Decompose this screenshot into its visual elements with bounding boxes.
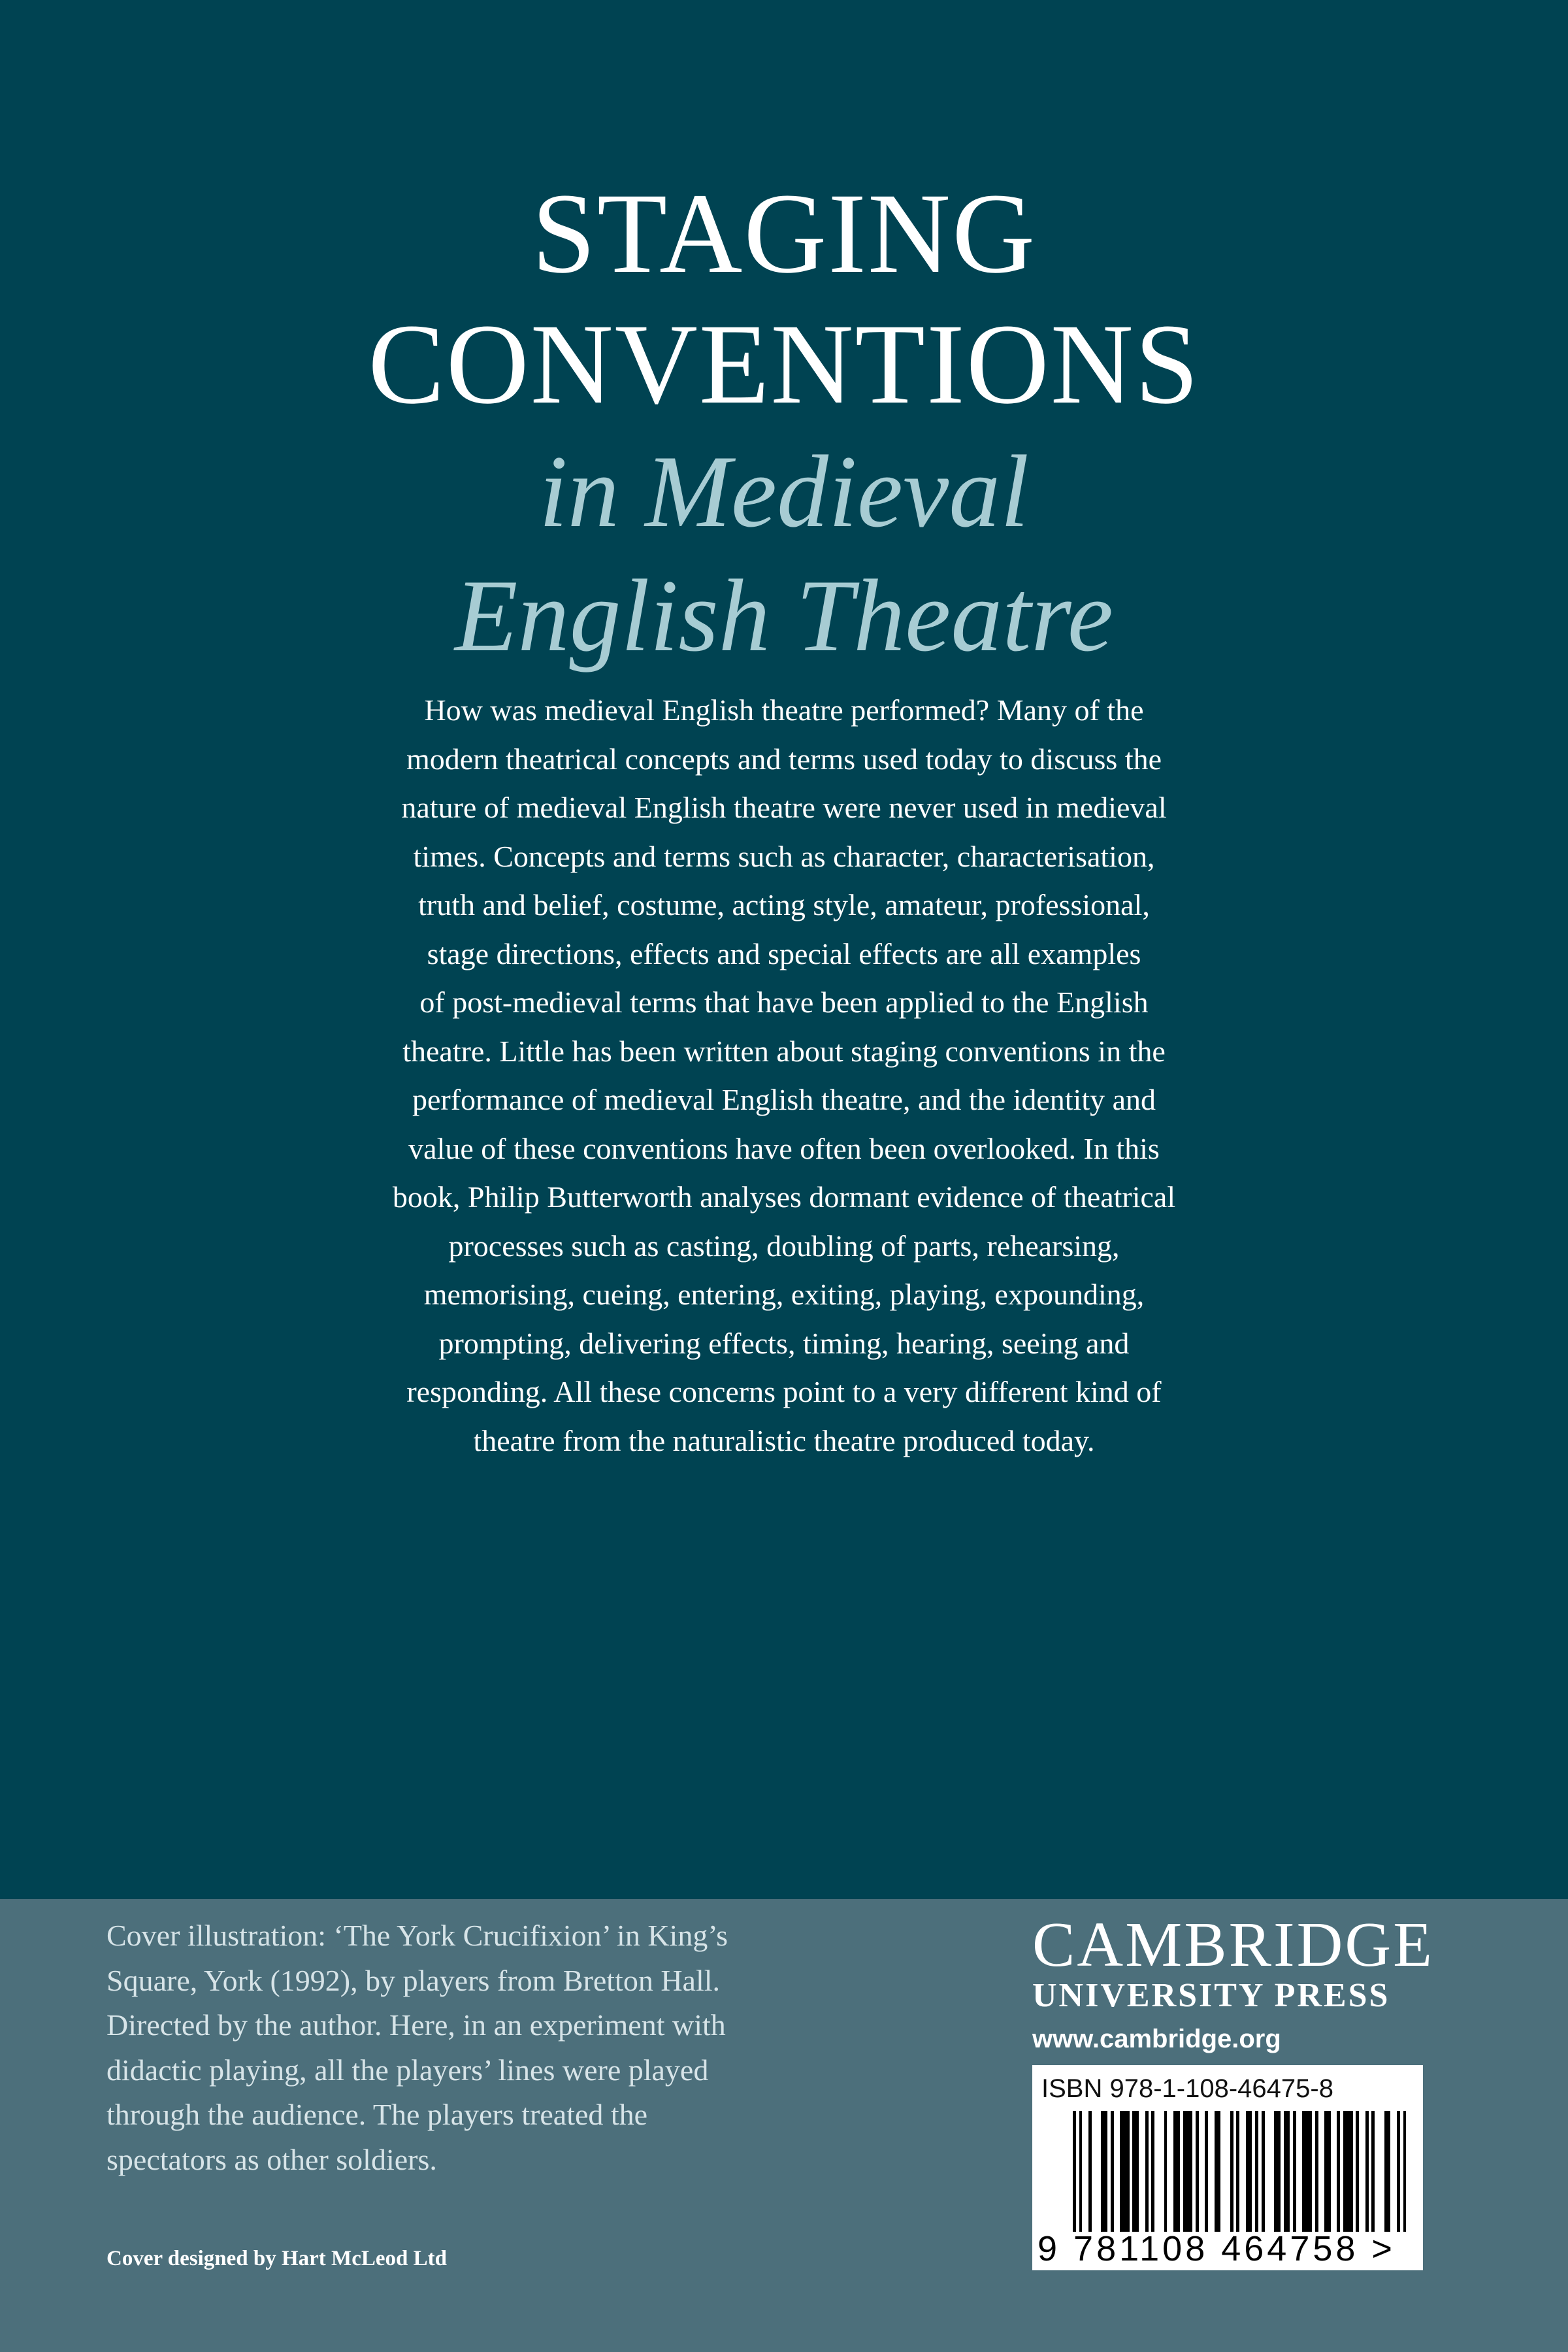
barcode-bar bbox=[1215, 2111, 1221, 2232]
barcode bbox=[1032, 2065, 1423, 2270]
caption-line: didactic playing, all the players’ lines were played bbox=[106, 2053, 709, 2087]
publisher-sub: UNIVERSITY PRESS bbox=[1032, 1977, 1390, 2014]
caption-line: Square, York (1992), by players from Bretton Hall. bbox=[106, 1963, 721, 1997]
barcode-bar bbox=[1132, 2111, 1139, 2232]
barcode-digits: 9 781108 464758 > bbox=[1037, 2229, 1396, 2268]
title-line-2: CONVENTIONS bbox=[368, 301, 1200, 428]
blurb-line: prompting, delivering effects, timing, hearing, seeing and bbox=[438, 1326, 1130, 1360]
barcode-bar bbox=[1365, 2111, 1369, 2232]
publisher-name: CAMBRIDGE bbox=[1032, 1910, 1435, 1980]
barcode-bar bbox=[1302, 2111, 1311, 2232]
barcode-bar bbox=[1337, 2111, 1340, 2232]
barcode-bar bbox=[1274, 2111, 1281, 2232]
blurb-line: of post-medieval terms that have been applied to the English bbox=[419, 986, 1149, 1019]
barcode-bar bbox=[1164, 2111, 1168, 2232]
blurb-line: stage directions, effects and special effects are all examples bbox=[427, 936, 1141, 970]
subtitle-line-2: English Theatre bbox=[455, 559, 1113, 673]
barcode-bar bbox=[1315, 2111, 1318, 2232]
barcode-bar bbox=[1120, 2111, 1129, 2232]
blurb-line: memorising, cueing, entering, exiting, playing, expounding, bbox=[423, 1278, 1145, 1311]
barcode-bar bbox=[1384, 2111, 1391, 2232]
barcode-bar bbox=[1230, 2111, 1233, 2232]
barcode-bar bbox=[1173, 2111, 1180, 2232]
caption-line: Cover illustration: ‘The York Crucifixion’ in King’s bbox=[106, 1919, 728, 1952]
blurb-line: theatre. Little has been written about staging conventions in the bbox=[402, 1034, 1166, 1068]
blurb-line: modern theatrical concepts and terms used today to discuss the bbox=[406, 742, 1162, 776]
barcode-bar bbox=[1403, 2111, 1407, 2232]
subtitle-line-1: in Medieval bbox=[538, 435, 1030, 549]
barcode-bar bbox=[1343, 2111, 1352, 2232]
barcode-bar bbox=[1255, 2111, 1258, 2232]
blurb-line: performance of medieval English theatre, and the identity and bbox=[412, 1083, 1156, 1116]
barcode-bar bbox=[1371, 2111, 1375, 2232]
barcode-bars bbox=[1073, 2111, 1413, 2232]
barcode-bar bbox=[1079, 2111, 1083, 2232]
barcode-bar bbox=[1088, 2111, 1092, 2232]
blurb-line: truth and belief, costume, acting style, amateur, professional, bbox=[418, 888, 1150, 921]
blurb-line: times. Concepts and terms such as character, characterisation, bbox=[413, 839, 1155, 873]
barcode-bar bbox=[1205, 2111, 1208, 2232]
blurb-line: nature of medieval English theatre were never used in medieval bbox=[401, 791, 1167, 824]
barcode-bar bbox=[1262, 2111, 1265, 2232]
barcode-bar bbox=[1397, 2111, 1400, 2232]
title-line-1: STAGING bbox=[531, 170, 1037, 297]
barcode-bar bbox=[1151, 2111, 1154, 2232]
blurb-line: responding. All these concerns point to a very different kind of bbox=[406, 1375, 1162, 1408]
barcode-bar bbox=[1284, 2111, 1290, 2232]
blurb-line: processes such as casting, doubling of parts, rehearsing, bbox=[448, 1229, 1120, 1263]
blurb bbox=[287, 686, 1281, 1465]
caption-line: spectators as other soldiers. bbox=[106, 2142, 437, 2176]
title-block bbox=[0, 169, 1568, 678]
barcode-bar bbox=[1356, 2111, 1359, 2232]
cover-caption bbox=[106, 1913, 858, 2182]
caption-line: through the audience. The players treated the bbox=[106, 2098, 648, 2131]
barcode-bar bbox=[1183, 2111, 1192, 2232]
blurb-line: value of these conventions have often been overlooked. In this bbox=[408, 1131, 1160, 1165]
blurb-line: book, Philip Butterworth analyses dormant evidence of theatrical bbox=[392, 1180, 1176, 1214]
designer-credit: Cover designed by Hart McLeod Ltd bbox=[106, 2247, 447, 2270]
barcode-bar bbox=[1073, 2111, 1076, 2232]
publisher-url: www.cambridge.org bbox=[1032, 2025, 1281, 2053]
barcode-bar bbox=[1293, 2111, 1296, 2232]
barcode-bar bbox=[1145, 2111, 1149, 2232]
barcode-bar bbox=[1236, 2111, 1239, 2232]
isbn-label: ISBN 978-1-108-46475-8 bbox=[1041, 2074, 1333, 2103]
barcode-bar bbox=[1196, 2111, 1199, 2232]
barcode-bar bbox=[1324, 2111, 1331, 2232]
caption-line: Directed by the author. Here, in an experiment with bbox=[106, 2008, 726, 2042]
publisher-logo bbox=[1032, 1910, 1435, 2054]
blurb-line: How was medieval English theatre performed? Many of the bbox=[424, 693, 1144, 727]
barcode-bar bbox=[1101, 2111, 1107, 2232]
barcode-bar bbox=[1111, 2111, 1114, 2232]
blurb-line: theatre from the naturalistic theatre produced today. bbox=[473, 1423, 1095, 1457]
barcode-bar bbox=[1246, 2111, 1252, 2232]
